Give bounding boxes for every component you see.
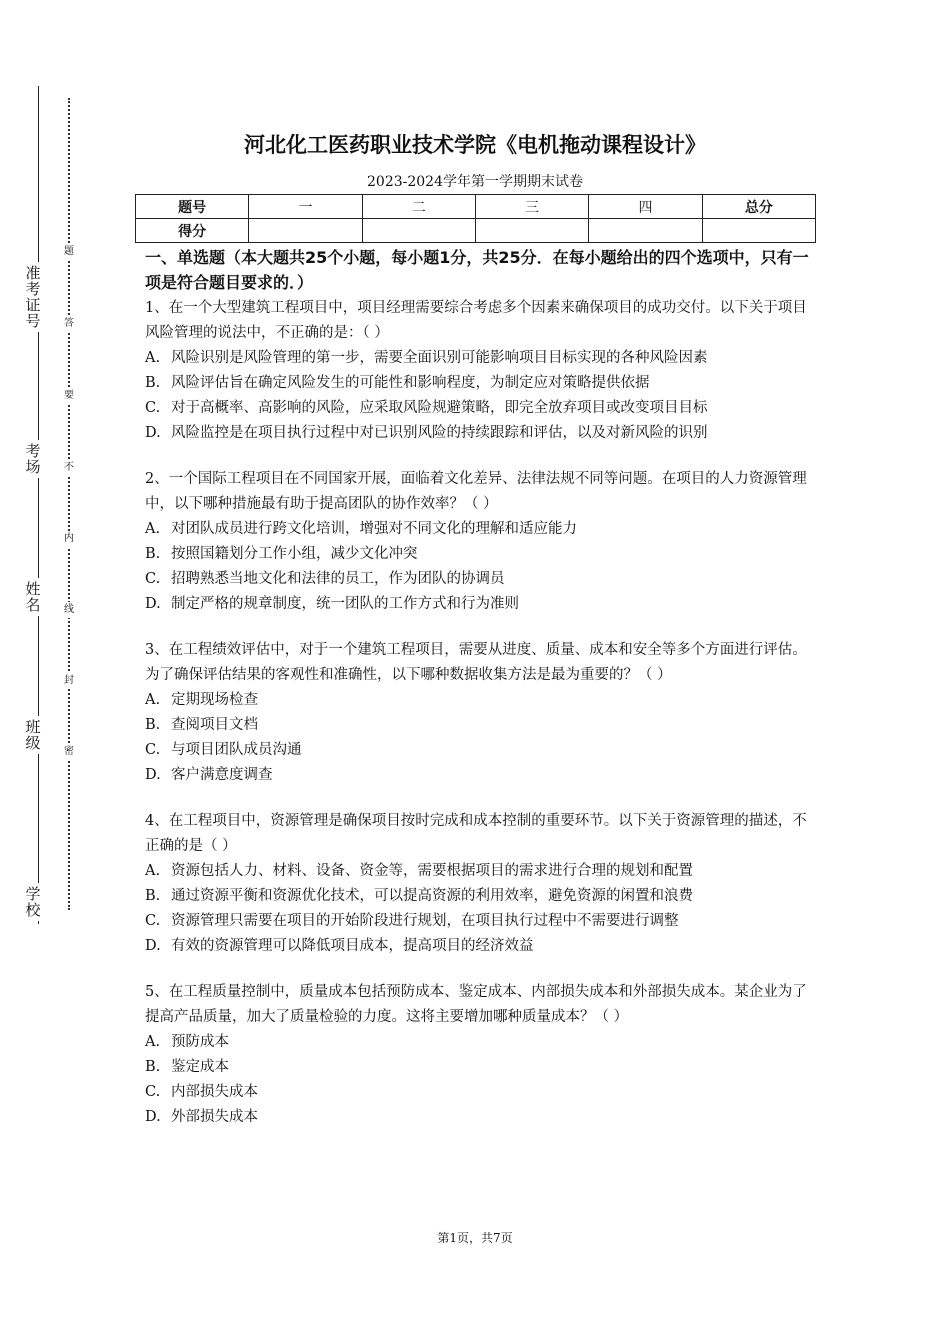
field-name-label: 姓名 bbox=[20, 578, 46, 616]
option-letter: D. bbox=[145, 425, 161, 441]
answer-option bbox=[145, 763, 817, 788]
answer-option bbox=[145, 517, 817, 542]
answer-option bbox=[145, 346, 817, 371]
score-table-header-row bbox=[136, 195, 816, 219]
option-letter: A. bbox=[145, 692, 161, 708]
question-stem: 1、在一个大型建筑工程项目中，项目经理需要综合考虑多个因素来确保项目的成功交付。以下关于项目风险管理的说法中，不正确的是：（ ） bbox=[145, 300, 807, 341]
answer-option bbox=[145, 1080, 817, 1105]
seal-char: 封 bbox=[61, 673, 77, 689]
option-text: 外部损失成本 bbox=[171, 1109, 258, 1125]
seal-char: 密 bbox=[61, 744, 77, 760]
option-letter: C. bbox=[145, 913, 161, 929]
option-text: 资源管理只需要在项目的开始阶段进行规划，在项目执行过程中不需要进行调整 bbox=[171, 913, 679, 929]
question-stem: 4、在工程项目中，资源管理是确保项目按时完成和成本控制的重要环节。以下关于资源管理的描述，不正确的是（ ） bbox=[145, 813, 807, 854]
option-text: 风险识别是风险管理的第一步，需要全面识别可能影响项目目标实现的各种风险因素 bbox=[171, 350, 708, 366]
question-list bbox=[145, 296, 817, 1151]
option-letter: C. bbox=[145, 400, 161, 416]
answer-option bbox=[145, 884, 817, 909]
seal-char: 线 bbox=[61, 602, 77, 618]
option-letter: D. bbox=[145, 938, 161, 954]
score-table-score-row bbox=[136, 219, 816, 243]
option-text: 鉴定成本 bbox=[171, 1059, 229, 1075]
seal-dotted-line bbox=[68, 98, 70, 910]
seal-char: 题 bbox=[61, 244, 77, 260]
option-letter: B. bbox=[145, 717, 161, 733]
answer-option bbox=[145, 1030, 817, 1055]
score-cell-blank bbox=[702, 219, 815, 243]
option-text: 制定严格的规章制度，统一团队的工作方式和行为准则 bbox=[171, 596, 519, 612]
option-text: 客户满意度调查 bbox=[171, 767, 273, 783]
answer-option bbox=[145, 371, 817, 396]
answer-option bbox=[145, 396, 817, 421]
option-letter: A. bbox=[145, 350, 161, 366]
option-text: 预防成本 bbox=[171, 1034, 229, 1050]
score-cell-header: 二 bbox=[362, 195, 475, 219]
option-text: 风险评估旨在确定风险发生的可能性和影响程度，为制定应对策略提供依据 bbox=[171, 375, 650, 391]
answer-option bbox=[145, 859, 817, 884]
question-stem: 5、在工程质量控制中，质量成本包括预防成本、鉴定成本、内部损失成本和外部损失成本。某企业为了提高产品质量，加大了质量检验的力度。这将主要增加哪种质量成本？（ ） bbox=[145, 984, 807, 1025]
question-item bbox=[145, 467, 817, 617]
question-item bbox=[145, 296, 817, 446]
option-text: 有效的资源管理可以降低项目成本，提高项目的经济效益 bbox=[171, 938, 534, 954]
field-exam-room-label: 考场 bbox=[20, 440, 46, 478]
answer-option bbox=[145, 542, 817, 567]
question-stem: 3、在工程绩效评估中，对于一个建筑工程项目，需要从进度、质量、成本和安全等多个方面进行评估。为了确保评估结果的客观性和准确性，以下哪种数据收集方法是最为重要的？（ ） bbox=[145, 642, 807, 683]
option-text: 查阅项目文档 bbox=[171, 717, 258, 733]
option-letter: A. bbox=[145, 863, 161, 879]
option-text: 风险监控是在项目执行过程中对已识别风险的持续跟踪和评估，以及对新风险的识别 bbox=[171, 425, 708, 441]
option-letter: C. bbox=[145, 1084, 161, 1100]
score-cell-header: 题号 bbox=[136, 195, 249, 219]
answer-option bbox=[145, 592, 817, 617]
score-cell-label: 得分 bbox=[136, 219, 249, 243]
option-text: 定期现场检查 bbox=[171, 692, 258, 708]
score-cell-header: 三 bbox=[475, 195, 588, 219]
question-item bbox=[145, 638, 817, 788]
score-table bbox=[135, 194, 816, 243]
exam-title: 河北化工医药职业技术学院《电机拖动课程设计》 bbox=[244, 133, 706, 157]
score-cell-blank bbox=[362, 219, 475, 243]
field-exam-number-label: 准考证号 bbox=[20, 262, 46, 332]
option-letter: B. bbox=[145, 888, 161, 904]
seal-char: 答 bbox=[61, 316, 77, 332]
field-school-label: 学校 bbox=[20, 883, 46, 921]
option-letter: C. bbox=[145, 742, 161, 758]
score-cell-blank bbox=[249, 219, 362, 243]
option-letter: B. bbox=[145, 546, 161, 562]
section-heading: 一、单选题（本大题共25个小题，每小题1分，共25分．在每小题给出的四个选项中，只有一项是符合题目要求的．） bbox=[145, 248, 809, 292]
answer-option bbox=[145, 688, 817, 713]
answer-option bbox=[145, 934, 817, 959]
score-cell-blank bbox=[589, 219, 702, 243]
answer-option bbox=[145, 567, 817, 592]
option-letter: C. bbox=[145, 571, 161, 587]
binding-line bbox=[38, 86, 39, 924]
option-letter: A. bbox=[145, 1034, 161, 1050]
question-item bbox=[145, 980, 817, 1130]
seal-char: 内 bbox=[61, 531, 77, 547]
option-letter: A. bbox=[145, 521, 161, 537]
field-class-label: 班级 bbox=[20, 716, 46, 754]
option-letter: D. bbox=[145, 1109, 161, 1125]
answer-option bbox=[145, 1055, 817, 1080]
option-text: 与项目团队成员沟通 bbox=[171, 742, 302, 758]
option-text: 对团队成员进行跨文化培训，增强对不同文化的理解和适应能力 bbox=[171, 521, 577, 537]
answer-option bbox=[145, 909, 817, 934]
option-text: 资源包括人力、材料、设备、资金等，需要根据项目的需求进行合理的规划和配置 bbox=[171, 863, 693, 879]
answer-option bbox=[145, 1105, 817, 1130]
option-text: 按照国籍划分工作小组，减少文化冲突 bbox=[171, 546, 418, 562]
option-letter: B. bbox=[145, 375, 161, 391]
exam-subtitle: 2023-2024学年第一学期期末试卷 bbox=[367, 174, 583, 190]
seal-char: 要 bbox=[61, 388, 77, 404]
answer-option bbox=[145, 421, 817, 446]
answer-option bbox=[145, 738, 817, 763]
score-cell-blank bbox=[475, 219, 588, 243]
score-cell-header: 四 bbox=[589, 195, 702, 219]
binding-margin bbox=[0, 0, 110, 1344]
question-item bbox=[145, 809, 817, 959]
score-cell-header: 总分 bbox=[702, 195, 815, 219]
seal-char: 不 bbox=[61, 460, 77, 476]
question-stem: 2、一个国际工程项目在不同国家开展，面临着文化差异、法律法规不同等问题。在项目的人力资源管理中，以下哪种措施最有助于提高团队的协作效率？（ ） bbox=[145, 471, 807, 512]
option-letter: D. bbox=[145, 596, 161, 612]
answer-option bbox=[145, 713, 817, 738]
option-text: 对于高概率、高影响的风险，应采取风险规避策略，即完全放弃项目或改变项目目标 bbox=[171, 400, 708, 416]
option-text: 内部损失成本 bbox=[171, 1084, 258, 1100]
option-text: 通过资源平衡和资源优化技术，可以提高资源的利用效率，避免资源的闲置和浪费 bbox=[171, 888, 693, 904]
option-text: 招聘熟悉当地文化和法律的员工，作为团队的协调员 bbox=[171, 571, 505, 587]
option-letter: D. bbox=[145, 767, 161, 783]
page-footer: 第1页，共7页 bbox=[437, 1231, 513, 1245]
option-letter: B. bbox=[145, 1059, 161, 1075]
score-cell-header: 一 bbox=[249, 195, 362, 219]
